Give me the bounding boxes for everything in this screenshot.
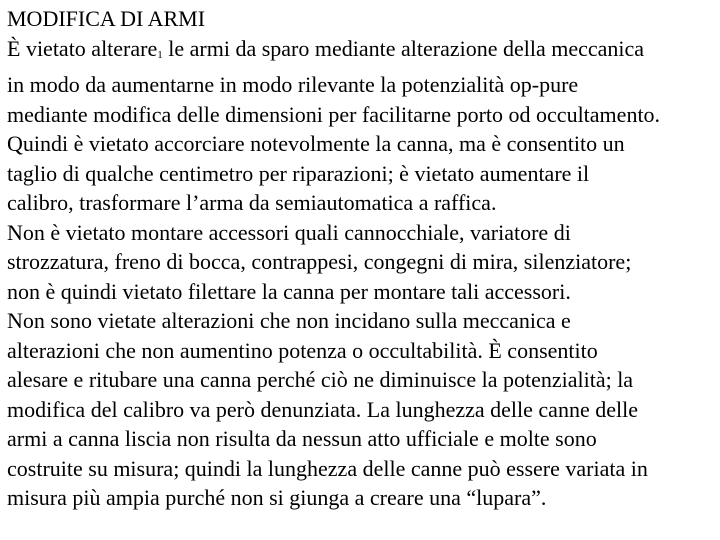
text-line-08: strozzatura, freno di bocca, contrappesi, congegni di mira, silenziatore;	[7, 249, 632, 274]
text-line-09: non è quindi vietato filettare la canna per montare tali accessori.	[7, 278, 571, 304]
text-line-03: mediante modifica delle dimensioni per facilitarne porto od occultamento.	[7, 101, 661, 127]
text-line-10: Non sono vietate alterazioni che non incidano sulla meccanica e	[7, 308, 571, 333]
text-line-16: misura più ampia purché non si giunga a creare una “lupara”.	[7, 485, 547, 510]
text-line-14: armi a canna liscia non risulta da nessun atto ufficiale e molte sono	[7, 426, 597, 451]
text-line-01-start: È vietato alterare	[7, 35, 158, 61]
text-line-02: in modo da aumentarne in modo rilevante la potenzialità op-pure	[7, 72, 579, 97]
text-line-07: Non è vietato montare accessori quali cannocchiale, variatore di	[7, 219, 571, 245]
text-line-15: costruite su misura; quindi la lunghezza delle canne può essere variata in	[7, 455, 648, 481]
text-line-01	[7, 34, 720, 71]
text-line-06: calibro, trasformare l’arma da semiautomatica a raffica.	[7, 190, 497, 215]
text-line-05: taglio di qualche centimetro per riparazioni; è vietato aumentare il	[7, 160, 590, 186]
text-line-13: modifica del calibro va però denunziata. La lunghezza delle canne delle	[7, 396, 638, 422]
text-line-11: alterazioni che non aumentino potenza o occultabilità. È consentito	[7, 337, 598, 363]
text-line-12: alesare e ritubare una canna perché ciò ne diminuisce la potenzialità; la	[7, 367, 634, 392]
footnote-marker: 1	[157, 48, 163, 61]
text-line-04: Quindi è vietato accorciare notevolmente la canna, ma è consentito un	[7, 131, 625, 156]
document-title: MODIFICA DI ARMI	[7, 6, 206, 31]
text-line-01-end: le armi da sparo mediante alterazione della meccanica	[162, 35, 645, 61]
